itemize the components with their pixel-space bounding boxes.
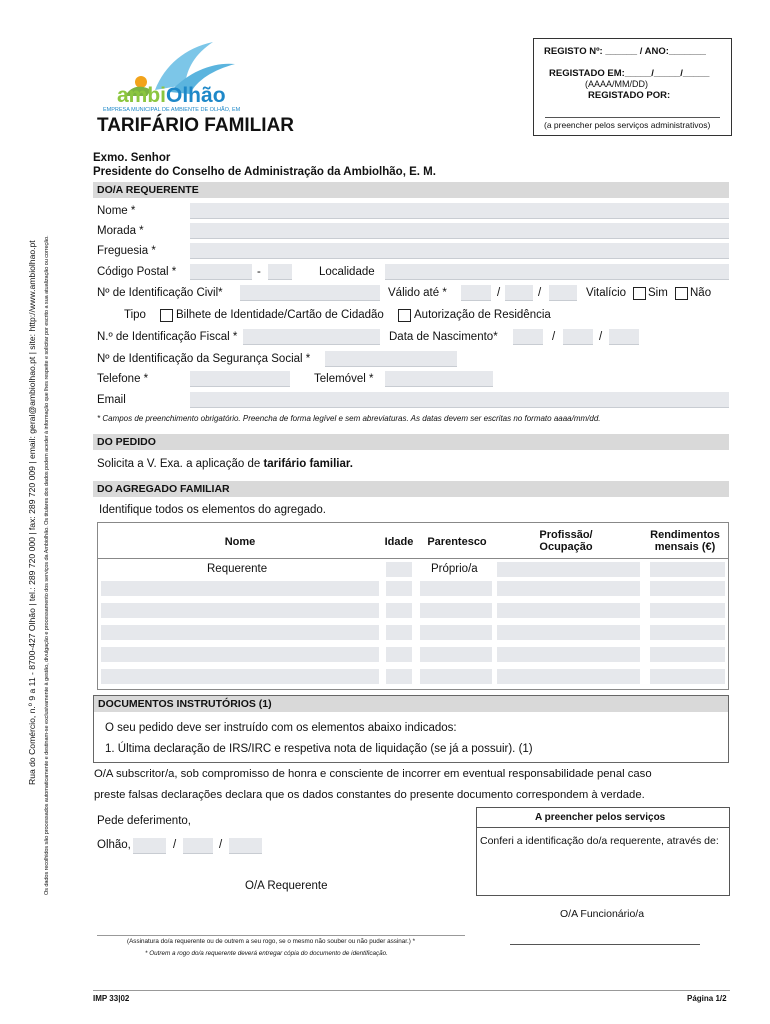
addressee-line1: Exmo. Senhor (93, 152, 171, 164)
telemovel-input[interactable] (385, 371, 493, 387)
row2-idade[interactable] (386, 581, 412, 596)
row4-nome[interactable] (101, 625, 379, 640)
localidade-label: Localidade (319, 266, 375, 278)
section-pedido-header: DO PEDIDO (93, 434, 729, 450)
sign-slash-1: / (173, 839, 177, 851)
row1-rendimentos[interactable] (650, 562, 725, 577)
section-documentos-header: DOCUMENTOS INSTRUTÓRIOS (1) (94, 696, 728, 712)
freguesia-input[interactable] (190, 243, 729, 259)
row6-rendimentos[interactable] (650, 669, 725, 684)
pedido-text-a: Solicita a V. Exa. a aplicação de (97, 458, 264, 470)
row4-parentesco[interactable] (420, 625, 492, 640)
row5-parentesco[interactable] (420, 647, 492, 662)
row3-profissao[interactable] (497, 603, 640, 618)
telefone-input[interactable] (190, 371, 290, 387)
data-nascimento-year[interactable] (513, 329, 543, 345)
registado-por-line (545, 117, 720, 118)
valido-ate-month[interactable] (505, 285, 533, 301)
registo-number: REGISTO Nº: ______ / ANO:_______ (544, 46, 706, 57)
row4-profissao[interactable] (497, 625, 640, 640)
funcionario-signature-line[interactable] (510, 944, 700, 945)
row1-idade[interactable] (386, 562, 412, 577)
logo-brand-olhao: Olhão (166, 84, 226, 107)
seguranca-social-label: Nº de Identificação da Segurança Social * (97, 353, 311, 365)
table-header-divider (97, 558, 729, 559)
logo-subtitle: EMPRESA MUNICIPAL DE AMBIENTE DE OLHÃO, EM (103, 107, 241, 113)
row5-rendimentos[interactable] (650, 647, 725, 662)
footer-page: Página 1/2 (687, 994, 727, 1003)
seguranca-social-input[interactable] (325, 351, 457, 367)
pede-deferimento: Pede deferimento, (97, 815, 191, 827)
declaracao-line2: preste falsas declarações declara que os dados constantes do presente documento correspondem à verdade. (94, 789, 645, 801)
localidade-input[interactable] (385, 264, 729, 280)
row1-nome: Requerente (207, 563, 268, 575)
sign-slash-2: / (219, 839, 223, 851)
autorizacao-checkbox[interactable] (398, 309, 411, 322)
sign-date-day[interactable] (229, 838, 262, 854)
side-privacy-notice: Os dados recolhidos são processados automaticamente e destinam-se exclusivamente à gestão, divulgação e processamento dos serviços da Ambiolhão. Os titulares dos dados podem aceder à informação que lhes respeite e solicitar por escrito a sua atualização ou correção. (44, 235, 50, 895)
codigo-postal-label: Código Postal * (97, 266, 177, 278)
row2-profissao[interactable] (497, 581, 640, 596)
documentos-line1: O seu pedido deve ser instruído com os elementos abaixo indicados: (105, 722, 457, 734)
row3-idade[interactable] (386, 603, 412, 618)
funcionario-label: O/A Funcionário/a (560, 908, 645, 920)
email-label: Email (97, 394, 126, 406)
documentos-line2: 1. Última declaração de IRS/IRC e respetiva nota de liquidação (se já a possuir). (1) (105, 743, 533, 755)
sign-date-month[interactable] (183, 838, 213, 854)
valido-ate-label: Válido até * (388, 287, 447, 299)
row5-idade[interactable] (386, 647, 412, 662)
row6-idade[interactable] (386, 669, 412, 684)
date-format-hint: (AAAA/MM/DD) (585, 79, 648, 89)
logo-brand-ambi: ambi (117, 84, 167, 107)
row4-idade[interactable] (386, 625, 412, 640)
signature-note2: * Outrem a rogo do/a requerente deverá entregar cópia do documento de identificação. (145, 950, 388, 957)
sign-date-year[interactable] (133, 838, 166, 854)
vitalicio-nao-checkbox[interactable] (675, 287, 688, 300)
col-rendimentos-header: Rendimentos mensais (€) (650, 529, 720, 553)
page-title: TARIFÁRIO FAMILIAR (97, 115, 295, 136)
registado-por: REGISTADO POR: (588, 90, 671, 101)
codigo-postal-input-2[interactable] (268, 264, 292, 280)
agregado-intro: Identifique todos os elementos do agregado. (99, 504, 326, 516)
sim-label: Sim (648, 287, 668, 299)
codigo-postal-dash: - (257, 266, 261, 278)
telefone-label: Telefone * (97, 373, 149, 385)
requerente-signature-line[interactable] (97, 935, 465, 936)
row6-parentesco[interactable] (420, 669, 492, 684)
signature-note1: (Assinatura do/a requerente ou de outrem a seu rogo, se o mesmo não souber ou não puder assinar.) * (127, 938, 416, 945)
row3-rendimentos[interactable] (650, 603, 725, 618)
row1-profissao[interactable] (497, 562, 640, 577)
vitalicio-sim-checkbox[interactable] (633, 287, 646, 300)
servicos-header: A preencher pelos serviços (535, 812, 666, 823)
col-parentesco-header: Parentesco (427, 536, 487, 548)
nif-input[interactable] (243, 329, 380, 345)
nome-label: Nome * (97, 205, 136, 217)
tipo-label: Tipo (124, 309, 146, 321)
row3-nome[interactable] (101, 603, 379, 618)
data-nascimento-label: Data de Nascimento* (389, 331, 498, 343)
declaracao-line1: O/A subscritor/a, sob compromisso de honra e consciente de incorrer em eventual responsabilidade penal caso (94, 768, 652, 780)
section-requerente-header: DO/A REQUERENTE (93, 182, 729, 198)
row6-profissao[interactable] (497, 669, 640, 684)
col-profissao-header: Profissão/ Ocupação (539, 529, 593, 553)
email-input[interactable] (190, 392, 729, 408)
freguesia-label: Freguesia * (97, 245, 156, 257)
registado-em: REGISTADO EM:_____/_____/_____ (549, 68, 710, 79)
row3-parentesco[interactable] (420, 603, 492, 618)
side-address: Rua do Comércio, n.º 9 a 11 - 8700-427 Olhão | tel.: 289 720 000 | fax: 289 720 009 | email: geral@ambiolhao.pt | site: http://www.ambiolhao.pt (27, 240, 37, 785)
requerente-footnote: * Campos de preenchimento obrigatório. Preencha de forma legível e sem abreviaturas. As datas devem ser escritas no formato aaaa/mm/dd. (97, 414, 601, 423)
data-nascimento-month[interactable] (563, 329, 593, 345)
codigo-postal-input-1[interactable] (190, 264, 252, 280)
autorizacao-label: Autorização de Residência (414, 309, 551, 321)
pedido-text (97, 458, 353, 470)
logo (95, 40, 265, 115)
data-nascimento-day[interactable] (609, 329, 639, 345)
servicos-conferi: Conferi a identificação do/a requerente, através de: (480, 835, 719, 847)
bilhete-checkbox[interactable] (160, 309, 173, 322)
row6-nome[interactable] (101, 669, 379, 684)
servicos-header-divider (476, 827, 730, 828)
registry-note: (a preencher pelos serviços administrativos) (544, 120, 711, 130)
morada-input[interactable] (190, 223, 729, 239)
row2-rendimentos[interactable] (650, 581, 725, 596)
identificacao-civil-input[interactable] (240, 285, 380, 301)
row2-parentesco[interactable] (420, 581, 492, 596)
pedido-text-b: tarifário familiar. (263, 458, 353, 470)
footer-divider (93, 990, 730, 991)
olhao-label: Olhão, (97, 839, 131, 851)
nascimento-slash-2: / (599, 331, 603, 343)
col-idade-header: Idade (384, 536, 414, 548)
row5-nome[interactable] (101, 647, 379, 662)
telemovel-label: Telemóvel * (314, 373, 374, 385)
valido-slash-2: / (538, 287, 542, 299)
section-agregado-header: DO AGREGADO FAMILIAR (93, 481, 729, 497)
footer-code: IMP 33|02 (93, 994, 130, 1003)
valido-slash-1: / (497, 287, 501, 299)
nascimento-slash-1: / (552, 331, 556, 343)
requerente-signature-label: O/A Requerente (245, 880, 328, 892)
addressee-line2: Presidente do Conselho de Administração da Ambiolhão, E. M. (93, 166, 436, 178)
identificacao-civil-label: Nº de Identificação Civil* (97, 287, 223, 299)
col-nome-header: Nome (224, 536, 256, 548)
row1-parentesco: Próprio/a (431, 563, 478, 575)
morada-label: Morada * (97, 225, 144, 237)
nao-label: Não (690, 287, 712, 299)
bilhete-label: Bilhete de Identidade/Cartão de Cidadão (176, 309, 384, 321)
valido-ate-year[interactable] (461, 285, 491, 301)
row4-rendimentos[interactable] (650, 625, 725, 640)
row5-profissao[interactable] (497, 647, 640, 662)
vitalicio-label: Vitalício (586, 287, 627, 299)
nome-input[interactable] (190, 203, 729, 219)
row2-nome[interactable] (101, 581, 379, 596)
nif-label: N.º de Identificação Fiscal * (97, 331, 238, 343)
valido-ate-day[interactable] (549, 285, 577, 301)
